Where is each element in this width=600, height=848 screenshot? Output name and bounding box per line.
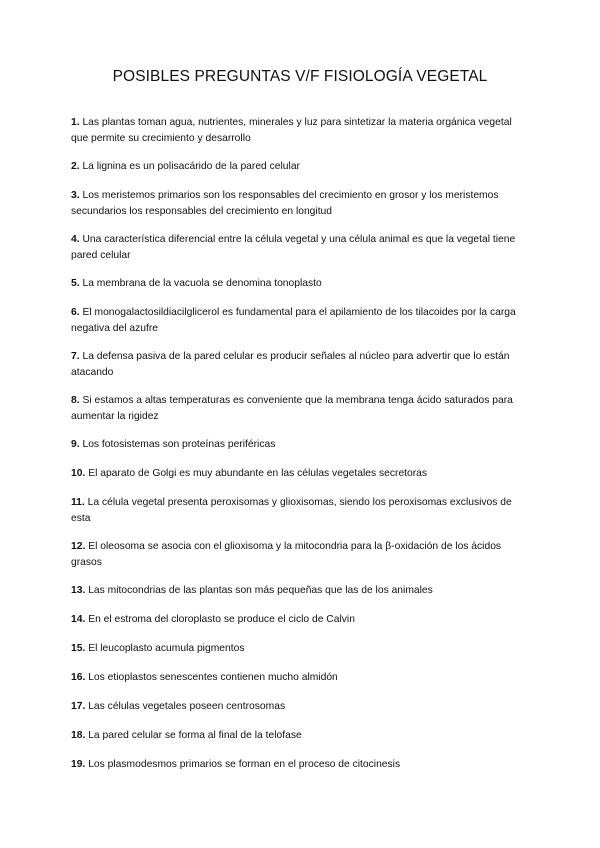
- question-number: 2.: [71, 161, 80, 172]
- question-item: [71, 305, 531, 336]
- question-item: [71, 757, 531, 773]
- question-number: 5.: [71, 278, 80, 289]
- document-title: POSIBLES PREGUNTAS V/F FISIOLOGÍA VEGETAL: [112, 68, 488, 85]
- question-number: 19.: [71, 759, 86, 770]
- question-item: [71, 437, 531, 453]
- question-number: 18.: [71, 730, 86, 741]
- question-number: 12.: [71, 541, 86, 552]
- question-number: 3.: [71, 190, 80, 201]
- question-item: [71, 188, 531, 219]
- question-number: 16.: [71, 672, 86, 683]
- question-text: La defensa pasiva de la pared celular es producir señales al núcleo para advertir que lo están atacando: [71, 351, 510, 378]
- question-text: En el estroma del cloroplasto se produce el ciclo de Calvin: [88, 614, 355, 625]
- question-text: Los fotosistemas son proteínas periféricas: [82, 439, 276, 450]
- question-text: El aparato de Golgi es muy abundante en las células vegetales secretoras: [88, 468, 428, 479]
- question-item: [71, 612, 531, 628]
- question-number: 10.: [71, 468, 86, 479]
- question-text: Una característica diferencial entre la célula vegetal y una célula animal es que la vegetal tiene pared celular: [71, 234, 516, 261]
- question-text: El monogalactosildiacilglicerol es fundamental para el apilamiento de los tilacoides por la carga negativa del azufre: [71, 307, 516, 334]
- question-number: 15.: [71, 643, 86, 654]
- question-item: [71, 393, 531, 424]
- question-item: [71, 670, 531, 686]
- question-text: La pared celular se forma al final de la telofase: [85, 730, 302, 741]
- question-number: 8.: [71, 395, 80, 406]
- question-list: [71, 115, 531, 786]
- question-item: [71, 728, 531, 744]
- question-text: Las mitocondrias de las plantas son más pequeñas que las de los animales: [88, 585, 433, 596]
- question-item: [71, 539, 531, 570]
- question-item: [71, 699, 531, 715]
- question-number: 6.: [71, 307, 80, 318]
- question-text: Los meristemos primarios son los responsables del crecimiento en grosor y los meristemos secundarios los responsables del crecimiento en longitud: [71, 190, 499, 217]
- question-text: Si estamos a altas temperaturas es conveniente que la membrana tenga ácido saturados para aumentar la rigidez: [71, 395, 513, 422]
- question-item: [71, 276, 531, 292]
- question-item: [71, 641, 531, 657]
- question-number: 11.: [71, 497, 85, 508]
- question-text: Los etioplastos senescentes contienen mucho almidón: [88, 672, 338, 683]
- question-text: La célula vegetal presenta peroxisomas y glioxisomas, siendo los peroxisomas exclusivos de esta: [71, 497, 512, 524]
- question-item: [71, 583, 531, 599]
- question-number: 1.: [71, 117, 80, 128]
- question-text: Los plasmodesmos primarios se forman en el proceso de citocinesis: [88, 759, 401, 770]
- question-item: [71, 495, 531, 526]
- question-text: La lignina es un polisacárido de la pared celular: [79, 161, 300, 172]
- question-item: [71, 349, 531, 380]
- question-number: 17.: [71, 701, 86, 712]
- question-text: El oleosoma se asocia con el glioxisoma y la mitocondria para la β-oxidación de los ácidos grasos: [71, 541, 502, 568]
- question-number: 4.: [71, 234, 80, 245]
- question-number: 7.: [71, 351, 80, 362]
- question-number: 14.: [71, 614, 86, 625]
- question-item: [71, 115, 531, 146]
- question-item: [71, 232, 531, 263]
- question-text: Las células vegetales poseen centrosomas: [88, 701, 286, 712]
- question-text: Las plantas toman agua, nutrientes, minerales y luz para sintetizar la materia orgánica vegetal que permite su crecimiento y desarrollo: [71, 117, 512, 144]
- question-text: El leucoplasto acumula pigmentos: [88, 643, 245, 654]
- question-item: [71, 159, 531, 175]
- question-text: La membrana de la vacuola se denomina tonoplasto: [82, 278, 322, 289]
- question-item: [71, 466, 531, 482]
- question-number: 9.: [71, 439, 80, 450]
- question-number: 13.: [71, 585, 86, 596]
